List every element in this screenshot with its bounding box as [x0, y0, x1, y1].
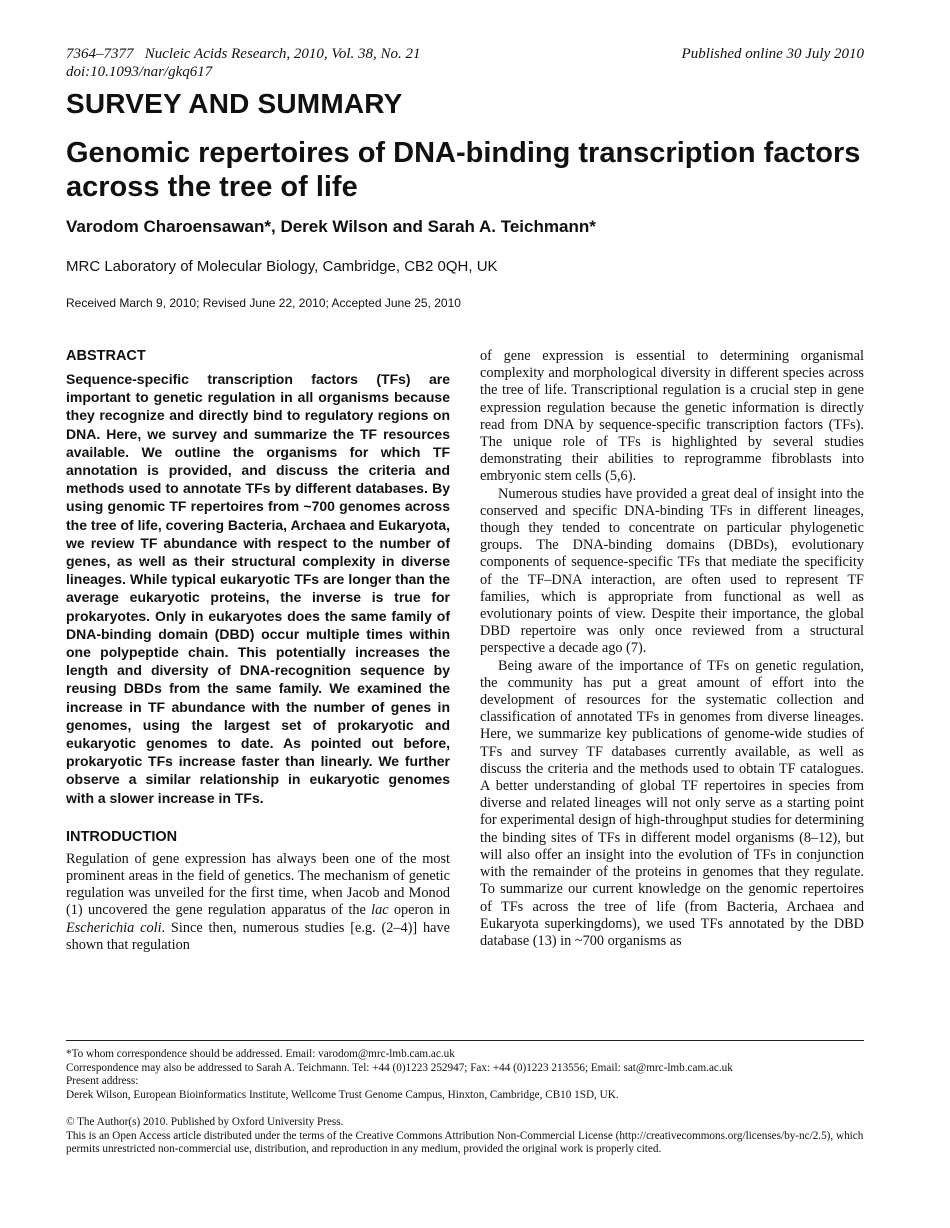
footnotes-license	[66, 1116, 866, 1157]
section-label: SURVEY AND SUMMARY	[66, 88, 403, 119]
running-header	[66, 45, 864, 81]
right-column	[480, 348, 864, 950]
intro-text-c: . Since then, numerous studies [e.g. (2–4)] have shown that regulation	[66, 919, 450, 953]
copyright-note: © The Author(s) 2010. Published by Oxford University Press.	[66, 1116, 344, 1128]
page-range: 7364–7377	[66, 46, 134, 62]
published-date: Published online 30 July 2010	[681, 46, 864, 62]
introduction-heading: INTRODUCTION	[66, 828, 178, 845]
correspondence-note: *To whom correspondence should be addressed. Email: varodom@mrc-lmb.cam.ac.uk	[66, 1048, 455, 1060]
author-list: Varodom Charoensawan*, Derek Wilson and Sarah A. Teichmann*	[66, 217, 596, 236]
introduction-paragraph	[66, 851, 450, 954]
abstract-text: Sequence-specific transcription factors (TFs) are important to genetic regulation in all organisms because they recognize and directly bind to regulatory regions on DNA. Here, we survey and summarize the TF resources available. We outline the organisms for which TF annotation is provided, and discuss the criteria and methods used to annotate TFs by different databases. By using genomic TF repertoires from ~700 genomes across the tree of life, covering Bacteria, Archaea and Eukaryota, we review TF abundance with respect to the number of genes, as well as their structural complexity in diverse lineages. While typical eukaryotic TFs are longer than the average eukaryotic proteins, the inverse is true for prokaryotes. Only in eukaryotes does the same family of DNA-binding domain (DBD) occur multiple times within one polypeptide chain. This potentially increases the length and diversity of DNA-recognition sequence by reusing DBDs from the same family. We examined the increase in TF abundance with the number of genes in genomes, using the largest set of prokaryotic and eukaryotic genomes to date. As pointed out before, prokaryotic TFs increase faster than linearly. We further observe a similar relationship in eukaryotic genomes with a slower increase in TFs.	[66, 371, 450, 806]
footnotes-correspondence	[66, 1048, 866, 1102]
body-paragraph-2: Numerous studies have provided a great deal of insight into the conserved and specific DNA-binding TFs in different lineages, though they tended to concentrate on particular phylogenetic groups. The DNA-binding domains (DBDs), evolutionary components of sequence-specific TFs that mediate the specificity of the TF–DNA interaction, are often used to represent TF families, which is appropriate from functional as well as evolutionary points of view. Despite their importance, the global DBD repertoire was only once reviewed from a structural perspective a decade ago (7).	[480, 485, 864, 657]
abstract-heading: ABSTRACT	[66, 348, 146, 364]
present-address: Derek Wilson, European Bioinformatics Institute, Wellcome Trust Genome Campus, Hinxton, Cambridge, CB10 1SD, UK.	[66, 1088, 619, 1101]
affiliation: MRC Laboratory of Molecular Biology, Cambridge, CB2 0QH, UK	[66, 258, 498, 275]
body-paragraph-1: of gene expression is essential to determining organismal complexity and morphological diversity in different species across the tree of life. Transcriptional regulation is a crucial step in gene expression regulation because the genetic information is directly read from DNA by sequence-specific transcription factors (TFs). The unique role of TFs is highlighted by several studies demonstrating their abilities to reprogramme fibroblasts into embryonic stem cells (5,6).	[480, 348, 864, 485]
journal-citation: Nucleic Acids Research, 2010, Vol. 38, No. 21	[144, 46, 421, 62]
correspondence-note-2: Correspondence may also be addressed to Sarah A. Teichmann. Tel: +44 (0)1223 252947; Fax: +44 (0)1223 213556; Email: sat@mrc-lmb.cam.ac.uk	[66, 1061, 733, 1074]
body-paragraph-3: Being aware of the importance of TFs on genetic regulation, the community has put a great amount of effort into the development of resources for the systematic collection and classification of annotated TFs in genomes from diverse lineages. Here, we summarize key publications of genome-wide studies of TFs and survey TF databases currently available, as well as discuss the criteria and the methods used to obtain TF catalogues. A better understanding of global TF repertoires in species from diverse and related lineages will not only serve as a starting point for experimental design of high-throughput studies for determining the binding sites of TFs in different model organisms (8–12), but will also offer an insight into the evolution of TFs in conjunction with the remainder of the proteins in genomes that they regulate. To summarize our current knowledge on the genomic repertoires of TFs across the tree of life (from Bacteria, Archaea and Eukaryota superkingdoms), we used TFs annotated by the DBD database (13) in ~700 organisms as	[480, 657, 864, 949]
present-address-label: Present address:	[66, 1075, 139, 1087]
received-dates: Received March 9, 2010; Revised June 22, 2010; Accepted June 25, 2010	[66, 296, 461, 310]
intro-italic-lac: lac	[371, 902, 389, 919]
left-column	[66, 348, 450, 954]
paper-title: Genomic repertoires of DNA-binding transcription factors across the tree of life	[66, 137, 861, 203]
intro-text-a: Regulation of gene expression has always been one of the most prominent areas in the field of genetics. The mechanism of genetic regulation was unveiled for the first time, when Jacob and Monod (1) uncovered the gene regulation apparatus of the	[66, 850, 450, 919]
license-note: This is an Open Access article distributed under the terms of the Creative Commons Attribution Non-Commercial License (http://creativecommons.org/licenses/by-nc/2.5), which permits unrestricted non-commercial use, distribution, and reproduction in any medium, provided the original work is properly cited.	[66, 1129, 864, 1155]
doi: doi:10.1093/nar/gkq617	[66, 64, 213, 80]
footnote-divider	[66, 1040, 864, 1041]
intro-text-b: operon in	[388, 902, 450, 919]
intro-italic-ecoli: Escherichia coli	[66, 919, 162, 936]
